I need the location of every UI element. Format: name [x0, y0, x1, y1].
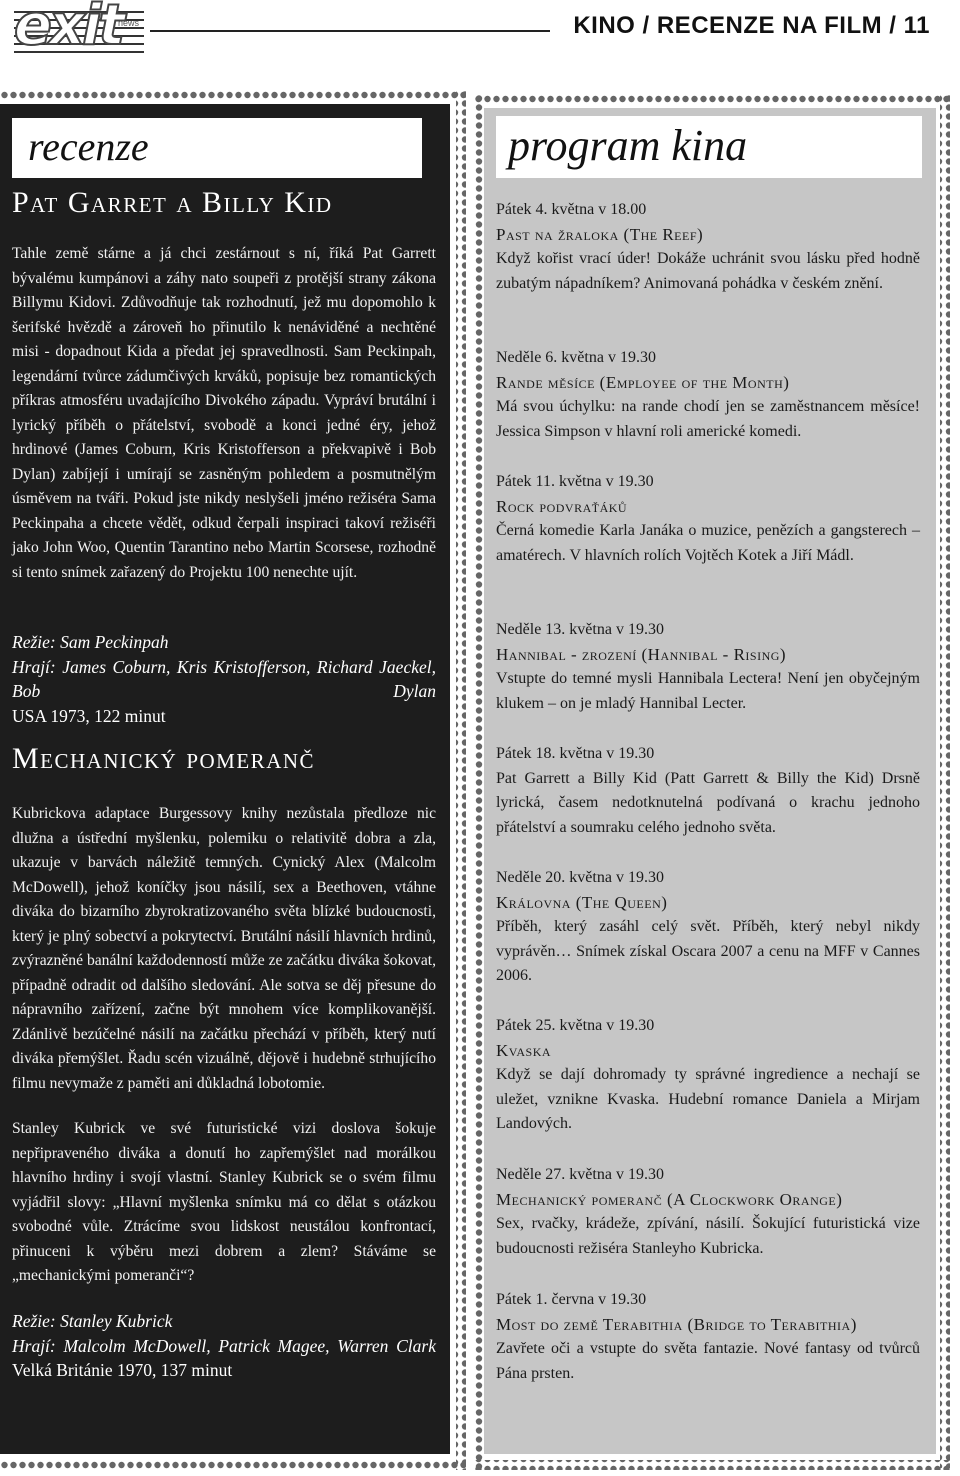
credits-cast: Hrají: Malcolm McDowell, Patrick Magee, Warren Clark	[12, 1335, 436, 1356]
entry-title: Mechanický pomeranč (A Clockwork Orange)	[496, 1189, 843, 1209]
page-title: KINO / RECENZE NA FILM / 11	[573, 12, 930, 39]
program-entry	[496, 866, 920, 989]
entry-title: Most do země Terabithia (Bridge to Terabithia)	[496, 1314, 857, 1334]
film-title-pat-garret: Pat Garret a Billy Kid	[12, 186, 333, 219]
review-section-label: recenze	[28, 124, 149, 169]
entry-date: Neděle 27. května v 19.30	[496, 1166, 664, 1183]
logo-wordmark: exit	[14, 0, 123, 58]
review-panel	[0, 104, 450, 1454]
entry-date: Pátek 11. května v 19.30	[496, 473, 654, 490]
review-paragraph: Stanley Kubrick ve své futuristické vizi doslova šokuje nepřipraveného diváka a donutí ho zapřemýšlet nad morálkou hlavního hrdiny i svojí vlastní. Stanley Kubrick se o svém filmu vyjádřil slovy: „Hlavní myšlenka snímku má co dělat s otázkou svobodné vůle. Ztrácíme svou lidskost neustálou konfrontací, přinuceni k výběru mezi dobrem a zlem? Stáváme se „mechanickými pomeranči“?	[12, 1120, 436, 1284]
program-section-heading-box	[496, 116, 922, 178]
exit-logo	[14, 2, 144, 58]
program-entry	[496, 1014, 920, 1137]
entry-date: Neděle 20. května v 19.30	[496, 869, 664, 886]
credits-info: Velká Británie 1970, 137 minut	[12, 1360, 233, 1380]
entry-date: Pátek 4. května v 18.00	[496, 201, 647, 218]
entry-title: Kvaska	[496, 1040, 552, 1060]
program-entry	[496, 742, 920, 840]
program-panel	[484, 108, 936, 1454]
entry-date: Pátek 1. června v 19.30	[496, 1291, 647, 1308]
program-entry	[496, 618, 920, 716]
entry-date: Pátek 25. května v 19.30	[496, 1017, 655, 1034]
credits-director: Režie: Stanley Kubrick	[12, 1311, 173, 1331]
entry-description: Zavřete oči a vstupte do světa fantazie. Nové fantasy od tvůrců Pána prsten.	[496, 1340, 920, 1382]
entry-title: Past na žraloka (The Reef)	[496, 224, 704, 244]
logo-subtext: news	[118, 18, 140, 28]
credits-cast: Hrají: James Coburn, Kris Kristofferson, Richard Jaeckel, Bob Dylan	[12, 656, 436, 701]
program-entry	[496, 1288, 920, 1386]
entry-date: Pátek 18. května v 19.30	[496, 745, 655, 762]
entry-description: Příběh, který zasáhl celý svět. Příběh, který nebyl nikdy vyprávěn… Snímek získal Oscara 2007 a cenu na MFF v Cannes 2006.	[496, 918, 920, 984]
entry-description: Sex, rvačky, krádeže, zpívání, násilí. Šokující futuristická vize budoucnosti režiséra Stanleyho Kubricka.	[496, 1215, 920, 1257]
credits-director: Režie: Sam Peckinpah	[12, 632, 169, 652]
program-section-label: program kina	[508, 121, 748, 170]
entry-title: Rock podvraťáků	[496, 496, 628, 516]
entry-description: Když se dají dohromady ty správné ingredience a nechají se uležet, vznikne Kvaska. Hudební romance Daniela a Mirjam Landových.	[496, 1066, 920, 1132]
entry-title: Královna (The Queen)	[496, 892, 668, 912]
review-paragraph: Kubrickova adaptace Burgessovy knihy nezůstala předloze nic dlužna a ústřední myšlenku, polemiku o relativitě dobra a zla, ukazuje v barvách náležitě temných. Cynický Alex (Malcolm McDowell), jehož koníčky jsou násilí, sex a Beethoven, vtáhne diváka do bizarního zbyrokratizovaného světa blízké budoucnosti, který je plný sobectví a pokrytectví. Brutální násilí hlavních hrdinů, zvýrazněné banální každodenností může ze začátku diváka šokovat, případně odradit od dalšího sledování. Ale sotva se děj přesune do nápravního zařízení, začne být mnohem více komplikovanější. Zdánlivě bezúčelné násilí na začátku přechází v příběh, který nutí diváka přemýšlet. Řadu scén vizuálně, dějově i hudebně strhujícího filmu nevymaže z paměti ani důkladná lobotomie.	[12, 805, 436, 1092]
film-credits-pat-garret	[12, 630, 436, 728]
entry-description: Pat Garrett a Billy Kid (Patt Garrett & Billy the Kid) Drsně lyrická, časem nedotknutelná podívaná o krachu jednoho přátelství a soumraku celého jednoho světa.	[496, 769, 920, 836]
program-entry	[496, 198, 920, 296]
film-credits-mechanicky-pomeranc	[12, 1309, 436, 1383]
entry-date: Neděle 6. května v 19.30	[496, 349, 656, 366]
page-header	[0, 0, 960, 62]
entry-date: Neděle 13. května v 19.30	[496, 621, 664, 638]
header-rule	[150, 30, 550, 32]
entry-description: Má svou úchylku: na rande chodí jen se zaměstnancem měsíce! Jessica Simpson v hlavní roli americké komedi.	[496, 398, 920, 440]
film-title-mechanicky-pomeranc: Mechanický pomeranč	[12, 742, 316, 775]
program-entry	[496, 1163, 920, 1261]
entry-title: Hannibal - zrození (Hannibal - Rising)	[496, 644, 787, 664]
entry-description: Vstupte do temné mysli Hannibala Lectera! Není jen obyčejným klukem – on je mladý Hannibal Lecter.	[496, 670, 920, 712]
program-entry	[496, 470, 920, 568]
entry-description: Černá komedie Karla Janáka o muzice, penězích a gangsterech – amatérech. V hlavních rolích Vojtěch Kotek a Jiří Mádl.	[496, 522, 920, 564]
review-section-heading-box	[12, 118, 422, 178]
credits-info: USA 1973, 122 minut	[12, 705, 166, 726]
program-entry	[496, 346, 920, 444]
entry-title: Rande měsíce (Employee of the Month)	[496, 372, 790, 392]
entry-description: Když kořist vrací úder! Dokáže uchránit svou lásku před hodně zubatým nápadníkem? Animovaná pohádka v českém znění.	[496, 250, 920, 292]
review-paragraph: Tahle země stárne a já chci zestárnout s ní, říká Pat Garrett bývalému kumpánovi a záhy nato soupeři z protější strany zákona Billymu Kidovi. Zdůvodňuje tak rozhodnutí, jež mu dopomohlo k šerifské hvězdě a zároveň ho přinutilo k nenáviděné a nechtěné misi - dopadnout Kida a předat jej spravedlnosti. Sam Peckinpah, legendární tvůrce zádumčivých krváků, popisuje bez romantických příkras atmosféru uvadajícího Divokého západu. Vypráví brutální i lyrický příběh o přátelství, svobodě a konci jedné éry, jehož hrdinové (James Coburn, Kris Kristofferson a překvapivě i Bob Dylan) zabíjejí i umírají se zasněným pohledem a posmutnělým úsměvem na tváři. Pokud jste nikdy neslyšeli jméno režiséra Sama Peckinpaha a chcete vědět, odkud čerpali inspiraci takoví režiséři jako John Woo, Quentin Tarantino nebo Martin Scorsese, rozhodně si tento snímek zařazený do Projektu 100 nenechte ujít.	[12, 245, 436, 581]
